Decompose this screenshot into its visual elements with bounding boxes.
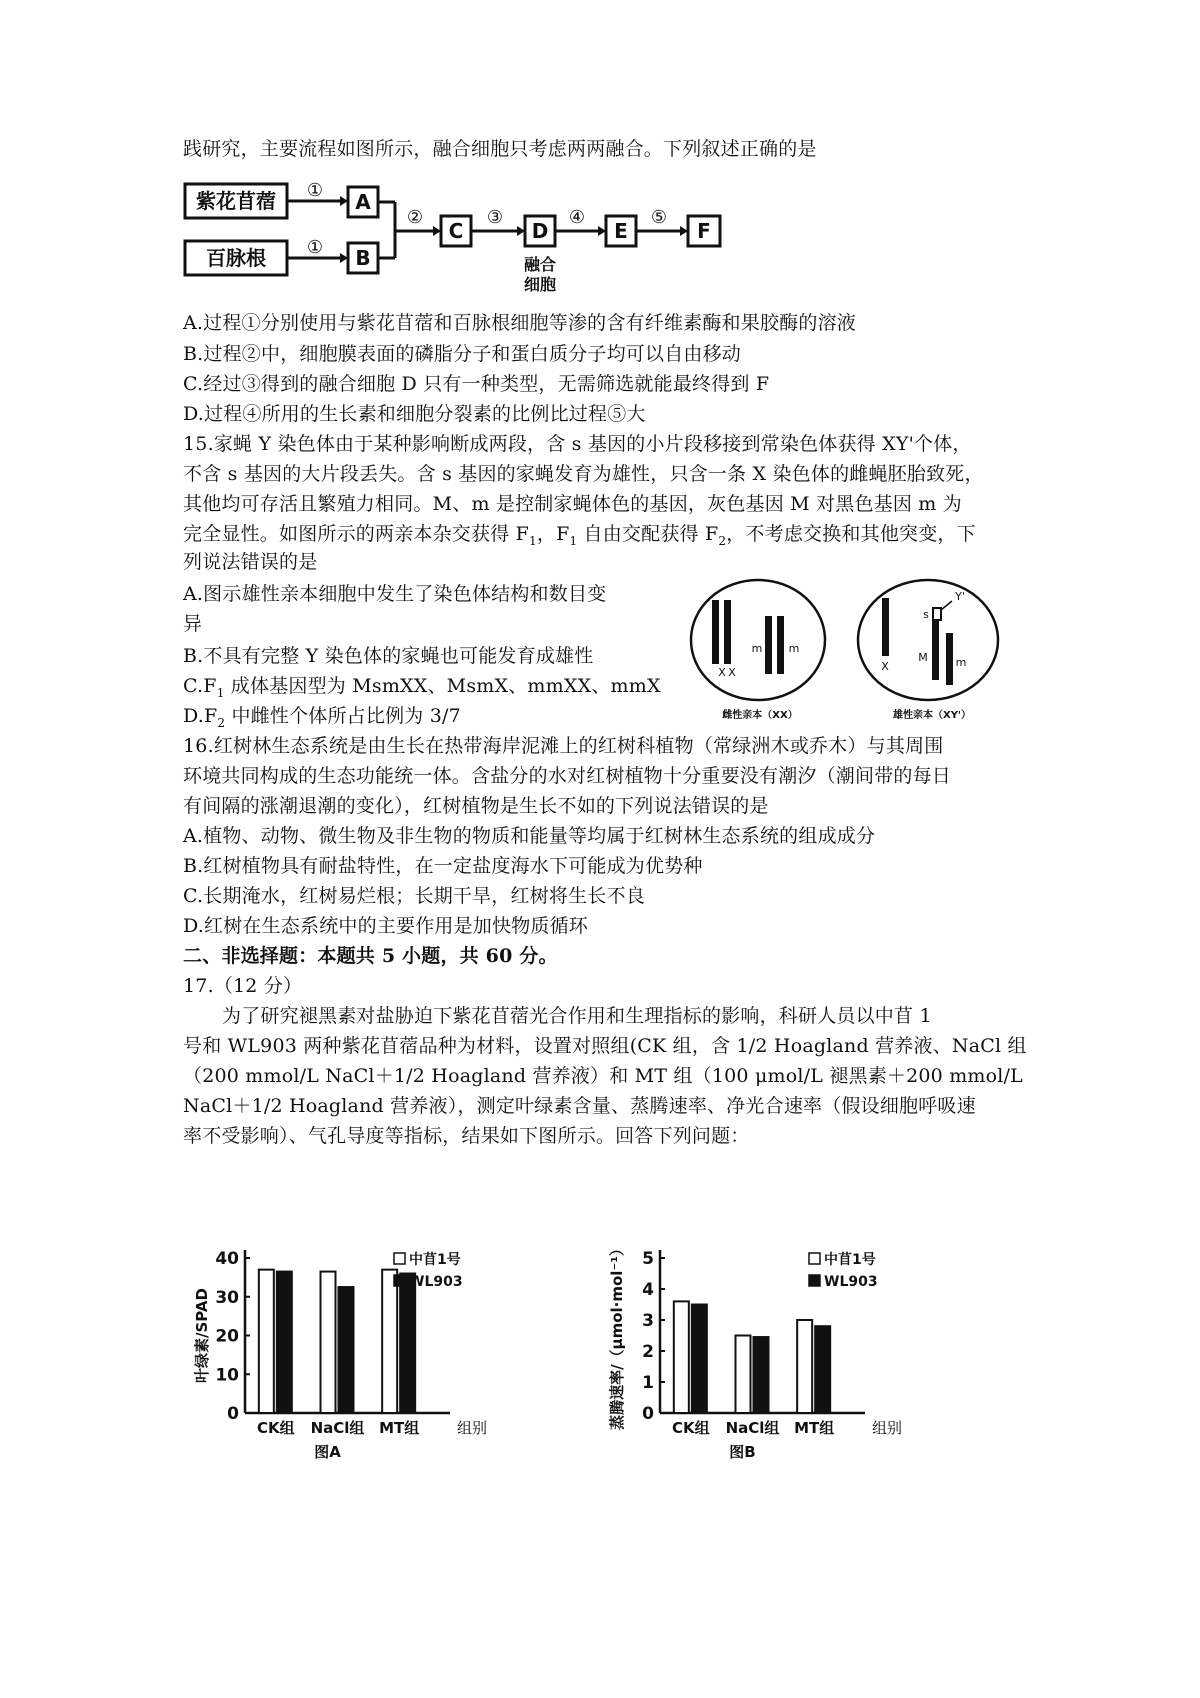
x-tick-label: CK组 (257, 1419, 295, 1437)
male-m-chromosome (946, 633, 953, 685)
q16-option-b: B.红树植物具有耐盐特性，在一定盐度海水下可能成为优势种 (183, 855, 703, 877)
female-x-chromosome-2 (724, 600, 731, 664)
q15-option-a: A.图示雄性亲本细胞中发生了染色体结构和数目变 (183, 583, 607, 605)
q17-line-1: 为了研究褪黑素对盐胁迫下紫花苜蓿光合作用和生理指标的影响，科研人员以中苜 1 (222, 1005, 932, 1027)
x-axis-label: 组别 (456, 1419, 488, 1437)
female-x-chromosome-1 (712, 600, 719, 664)
q16-option-c: C.长期淹水，红树易烂根；长期干旱，红树将生长不良 (183, 885, 645, 907)
d-caption-1: 融合 (523, 255, 557, 274)
node-d-label: D (531, 219, 549, 243)
q16-line-2: 环境共同构成的生态功能统一体。含盐分的水对红树植物十分重要没有潮汐（潮间带的每日 (183, 765, 952, 787)
y-axis-label: 叶绿素/SPAD (193, 1288, 211, 1383)
chart-title: 图A (314, 1443, 341, 1461)
s-fragment (933, 608, 941, 620)
y-tick-label: 30 (215, 1287, 239, 1308)
q15-option-d: $D.F_2$ 中雌性个体所占比例为 3/7 (183, 705, 461, 730)
q17-line-2: 号和 WL903 两种紫花苜蓿品种为材料，设置对照组(CK 组，含 1/2 Hoagland 营养液、NaCl 组 (183, 1035, 1027, 1057)
node-c-label: C (448, 219, 464, 243)
q16-line-3: 有间隔的涨潮退潮的变化），红树植物是生长不如的下列说法错误的是 (183, 795, 769, 817)
q16-option-a: A.植物、动物、微生物及非生物的物质和能量等均属于红树林生态系统的组成成分 (183, 825, 876, 847)
q16-line-1: 16.红树林生态系统是由生长在热带海岸泥滩上的红树科植物（常绿洲木或乔木）与其周围 (183, 735, 944, 757)
step1-bottom-label: ① (306, 237, 324, 258)
bar (321, 1272, 336, 1413)
female-x-label-1: X (718, 666, 726, 679)
y-tick-label: 4 (642, 1280, 654, 1300)
y-tick-label: 2 (642, 1342, 654, 1362)
q17-line-4: NaCl＋1/2 Hoagland 营养液），测定叶绿素含量、蒸腾速率、净光合速率（假设细胞呼吸速 (183, 1095, 976, 1117)
y-tick-label: 0 (227, 1404, 239, 1424)
bar (339, 1287, 354, 1413)
bar (259, 1270, 274, 1413)
male-y-prime-label: Y' (955, 590, 965, 603)
q17-line-3: （200 mmol/L NaCl＋1/2 Hoagland 营养液）和 MT 组（100 μmol/L 褪黑素＋200 mmol/L (183, 1065, 1023, 1087)
q15-line-1: 15.家蝇 Y 染色体由于某种影响断成两段，含 s 基因的小片段移接到常染色体获得 XY'个体， (183, 433, 972, 455)
node-e-label: E (614, 219, 628, 243)
y-tick-label: 3 (642, 1311, 654, 1331)
q14-option-d: D.过程④所用的生长素和细胞分裂素的比例比过程⑤大 (183, 403, 646, 425)
bar (797, 1320, 812, 1413)
q15-option-b: B.不具有完整 Y 染色体的家蝇也可能发育成雄性 (183, 645, 594, 667)
bar (736, 1336, 751, 1414)
male-parent-caption: 雄性亲本（XY'） (892, 710, 972, 721)
female-parent-caption: 雌性亲本（XX） (722, 710, 798, 721)
q17-heading: 17.（12 分） (183, 975, 303, 997)
bar (692, 1305, 707, 1414)
bar (754, 1337, 769, 1413)
q17-line-5: 率不受影响）、气孔导度等指标，结果如下图所示。回答下列问题： (183, 1125, 750, 1147)
male-m-label: m (955, 656, 967, 669)
q15-option-a-cont: 异 (183, 613, 203, 635)
chart-title: 图B (729, 1443, 756, 1461)
q15-line-2: 不含 s 基因的大片段丢失。含 s 基因的家蝇发育为雄性，只含一条 X 染色体的雌蝇胚胎致死， (183, 463, 984, 485)
fusion-flow-diagram (183, 178, 783, 303)
y-axis-label: 蒸腾速率/（μmol·mol⁻¹） (608, 1241, 626, 1430)
bar (277, 1272, 292, 1413)
intro-line: 践研究，主要流程如图所示，融合细胞只考虑两两融合。下列叙述正确的是 (183, 138, 817, 160)
bar (674, 1301, 689, 1413)
legend-label: WL903 (409, 1274, 463, 1290)
male-cell-outline (858, 580, 998, 700)
legend-swatch (394, 1275, 405, 1286)
male-s-label: s (923, 608, 929, 621)
bar (382, 1270, 397, 1413)
y-tick-label: 40 (215, 1249, 239, 1269)
x-tick-label: NaCl组 (725, 1419, 780, 1437)
female-x-label-2: X (728, 666, 736, 679)
y-tick-label: 1 (642, 1373, 654, 1393)
step4-label: ④ (568, 207, 586, 228)
female-cell-outline (691, 580, 825, 700)
female-m-label-2: m (788, 642, 800, 655)
y-tick-label: 0 (642, 1404, 654, 1424)
male-x-chromosome (882, 598, 889, 656)
q14-option-c: C.经过③得到的融合细胞 D 只有一种类型，无需筛选就能最终得到 F (183, 373, 770, 395)
lotus-label: 百脉根 (206, 246, 266, 270)
y-tick-label: 10 (215, 1365, 239, 1386)
bar (815, 1326, 830, 1413)
x-axis-label: 组别 (871, 1419, 903, 1437)
x-tick-label: MT组 (379, 1419, 420, 1437)
step3-label: ③ (486, 207, 504, 228)
node-a-label: A (355, 190, 371, 214)
q15-line-3: 其他均可存活且繁殖力相同。M、m 是控制家蝇体色的基因，灰色基因 M 对黑色基因 m 为 (183, 493, 962, 515)
legend-label: WL903 (824, 1274, 878, 1290)
y-tick-label: 20 (215, 1326, 239, 1347)
q14-option-a: A.过程①分别使用与紫花苜蓿和百脉根细胞等渗的含有纤维素酶和果胶酶的溶液 (183, 312, 856, 334)
male-big-m-label: M (918, 651, 928, 664)
alfalfa-label: 紫花苜蓿 (196, 189, 276, 213)
male-x-label: X (881, 660, 889, 673)
female-m-chromosome-1 (765, 616, 772, 674)
bar (400, 1274, 415, 1414)
legend-swatch (809, 1253, 820, 1264)
q14-option-b: B.过程②中，细胞膜表面的磷脂分子和蛋白质分子均可以自由移动 (183, 343, 742, 365)
legend-label: 中苜1号 (824, 1252, 876, 1268)
step1-top-label: ① (306, 180, 324, 201)
step2-label: ② (406, 207, 424, 228)
x-tick-label: MT组 (794, 1419, 835, 1437)
q15-line-4: 完全显性。如图所示的两亲本杂交获得 $F_1$，$F_1$ 自由交配获得 $F_2$，不考虑交换和其他突变，下 (183, 523, 976, 548)
x-tick-label: CK组 (672, 1419, 710, 1437)
q16-option-d: D.红树在生态系统中的主要作用是加快物质循环 (183, 915, 588, 937)
section-2-heading: 二、非选择题：本题共 5 小题，共 60 分。 (183, 945, 558, 967)
legend-swatch (809, 1275, 820, 1286)
q15-line-5: 列说法错误的是 (183, 551, 318, 573)
chart-b (608, 1241, 940, 1465)
x-tick-label: NaCl组 (310, 1419, 365, 1437)
female-m-chromosome-2 (777, 616, 784, 674)
node-b-label: B (355, 246, 371, 270)
female-m-label-1: m (751, 642, 763, 655)
y-tick-label: 5 (642, 1249, 654, 1269)
q15-option-c: $C.F_1$ 成体基因型为 MsmXX、MsmX、mmXX、mmX (183, 675, 661, 700)
step5-label: ⑤ (650, 207, 668, 228)
chart-a (195, 1245, 525, 1465)
d-caption-2: 细胞 (523, 275, 557, 294)
male-big-m-chromosome (932, 620, 939, 680)
node-f-label: F (697, 219, 711, 243)
chromosome-cells-figure (688, 578, 1018, 723)
legend-swatch (394, 1253, 405, 1264)
legend-label: 中苜1号 (409, 1252, 461, 1268)
